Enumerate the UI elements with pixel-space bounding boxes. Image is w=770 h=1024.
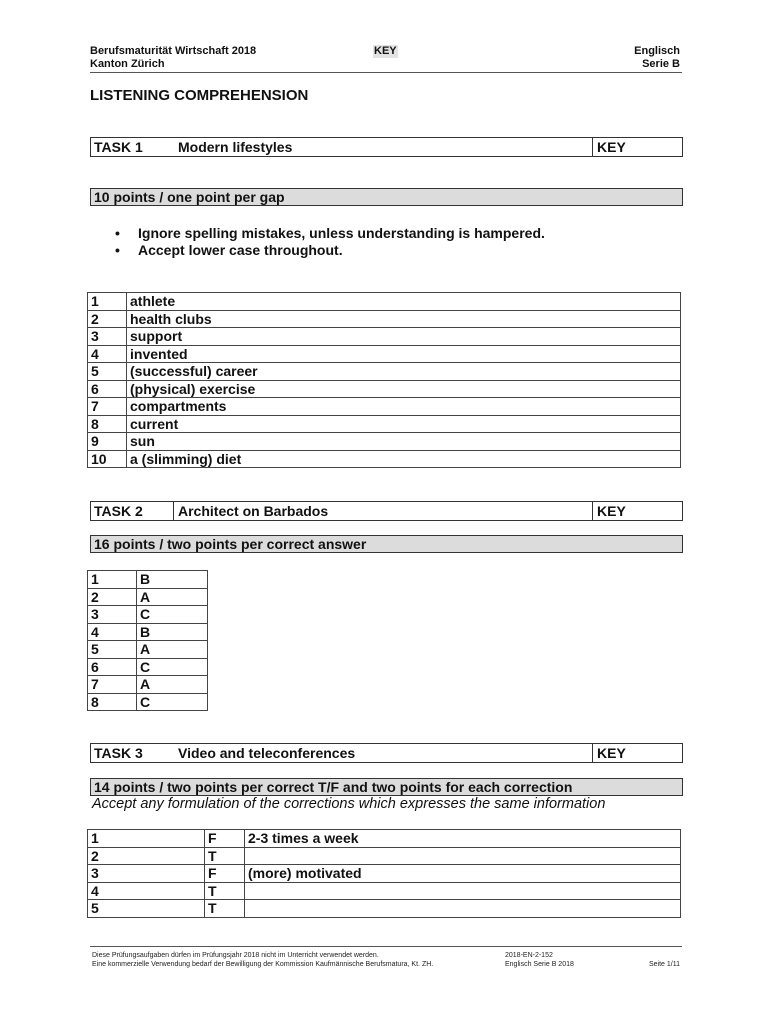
task1-title: Modern lifestyles	[178, 139, 293, 155]
table-row: 10 a (slimming) diet	[88, 450, 681, 468]
task1-bar	[90, 137, 683, 157]
table-row: 4 B	[88, 623, 208, 641]
table-row: 1 athlete	[88, 293, 681, 311]
footer-notice-2: Eine kommerzielle Verwendung bedarf der Bewilligung der Kommission Kaufmännische Berufsmatura, Kt. ZH.	[92, 961, 434, 968]
table-row: 5 A	[88, 641, 208, 659]
task2-key: KEY	[597, 503, 626, 519]
task3-bar	[90, 743, 683, 763]
table-row: 5 T	[88, 900, 681, 918]
task3-answer-table	[87, 829, 681, 918]
table-row: 2 health clubs	[88, 310, 681, 328]
footer-code: 2018-EN-2-152	[505, 952, 553, 959]
task1-number: TASK 1	[94, 139, 143, 155]
task3-points: 14 points / two points per correct T/F and two points for each correction	[94, 779, 573, 795]
task3-title: Video and teleconferences	[178, 745, 356, 761]
bullet-icon: •	[115, 225, 120, 241]
header-right	[634, 45, 680, 71]
table-row: 4 invented	[88, 345, 681, 363]
table-row: 1 F 2-3 times a week	[88, 830, 681, 848]
task2-bar	[90, 501, 683, 521]
table-row: 3 F (more) motivated	[88, 865, 681, 883]
table-row: 3 support	[88, 328, 681, 346]
table-row: 1 B	[88, 571, 208, 589]
table-row: 7 A	[88, 676, 208, 694]
table-row: 6 C	[88, 658, 208, 676]
exam-title: Berufsmaturität Wirtschaft 2018	[90, 45, 257, 57]
table-row: 9 sun	[88, 433, 681, 451]
table-row: 8 C	[88, 693, 208, 711]
page-number: Seite 1/11	[648, 961, 680, 968]
footer-left	[92, 951, 433, 969]
task2-answer-table	[87, 570, 208, 711]
table-row: 6 (physical) exercise	[88, 380, 681, 398]
footer-series: Englisch Serie B 2018	[505, 961, 574, 968]
footer-rule	[90, 946, 682, 947]
table-row: 7 compartments	[88, 398, 681, 416]
subject: Englisch	[634, 45, 680, 57]
canton: Kanton Zürich	[90, 58, 165, 70]
footer-notice-1: Diese Prüfungsaufgaben dürfen im Prüfungsjahr 2018 nicht im Unterricht verwendet werden.	[92, 952, 379, 959]
table-row: 8 current	[88, 415, 681, 433]
header-key: KEY	[374, 45, 397, 57]
task3-note: Accept any formulation of the corrections which expresses the same information	[92, 796, 606, 812]
table-row: 5 (successful) career	[88, 363, 681, 381]
header-rule	[90, 72, 682, 73]
task1-points-bar	[90, 188, 683, 206]
bullet-text: Accept lower case throughout.	[138, 242, 343, 258]
task1-key: KEY	[597, 139, 626, 155]
task3-key: KEY	[597, 745, 626, 761]
task2-points-bar	[90, 535, 683, 553]
table-row: 2 A	[88, 588, 208, 606]
task2-number: TASK 2	[94, 503, 143, 519]
table-row: 4 T	[88, 882, 681, 900]
table-row: 2 T	[88, 847, 681, 865]
task2-points: 16 points / two points per correct answer	[94, 536, 367, 552]
footer-mid	[505, 951, 574, 969]
page-title: LISTENING COMPREHENSION	[90, 87, 309, 104]
bullet-text: Ignore spelling mistakes, unless understanding is hampered.	[138, 225, 545, 241]
header-left	[90, 45, 256, 71]
task1-points: 10 points / one point per gap	[94, 189, 285, 205]
task3-number: TASK 3	[94, 745, 143, 761]
table-row: 3 C	[88, 606, 208, 624]
task1-answer-table	[87, 292, 681, 468]
bullet-icon: •	[115, 242, 120, 258]
task2-title: Architect on Barbados	[178, 503, 329, 519]
task3-points-bar	[90, 778, 683, 796]
series: Serie B	[642, 58, 680, 70]
